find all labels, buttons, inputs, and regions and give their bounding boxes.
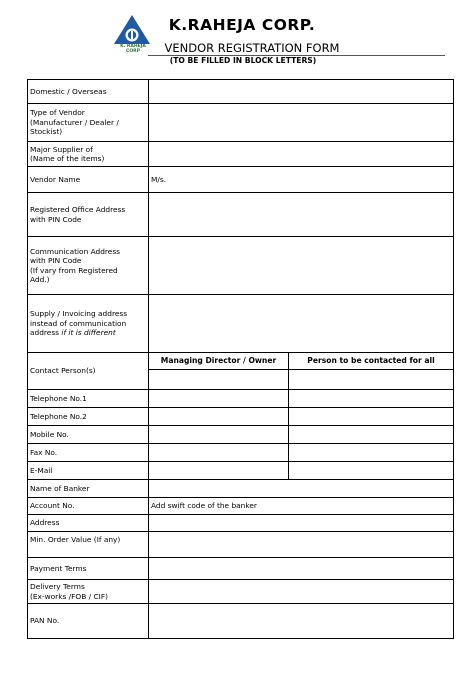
row-major-supplier bbox=[28, 142, 454, 167]
supply-address-label-italic: if it is different bbox=[61, 328, 116, 338]
supply-address-label-main: Supply / Invoicing address instead of communication address bbox=[30, 309, 128, 338]
row-registered-office bbox=[28, 193, 454, 237]
domestic-input[interactable] bbox=[149, 80, 454, 104]
telephone1-label: Telephone No.1 bbox=[28, 390, 149, 408]
email-label: E-Mail bbox=[28, 462, 149, 480]
row-communication-address bbox=[28, 237, 454, 295]
account-label: Account No. bbox=[28, 498, 149, 515]
payment-terms-input[interactable] bbox=[149, 558, 454, 580]
banker-label: Name of Banker bbox=[28, 480, 149, 498]
vendor-type-input[interactable] bbox=[149, 104, 454, 142]
registered-office-label: Registered Office Address with PIN Code bbox=[28, 193, 149, 237]
telephone2-contact-input[interactable] bbox=[289, 408, 454, 426]
major-supplier-label: Major Supplier of (Name of the items) bbox=[28, 142, 149, 167]
pan-input[interactable] bbox=[149, 604, 454, 639]
pan-label: PAN No. bbox=[28, 604, 149, 639]
row-mobile bbox=[28, 426, 454, 444]
telephone2-md-input[interactable] bbox=[149, 408, 289, 426]
delivery-terms-input[interactable] bbox=[149, 580, 454, 604]
row-fax bbox=[28, 444, 454, 462]
supply-address-label bbox=[28, 295, 149, 353]
address-input[interactable] bbox=[149, 515, 454, 532]
row-telephone2 bbox=[28, 408, 454, 426]
row-payment-terms bbox=[28, 558, 454, 580]
major-supplier-input[interactable] bbox=[149, 142, 454, 167]
row-telephone1 bbox=[28, 390, 454, 408]
domestic-label: Domestic / Overseas bbox=[28, 80, 149, 104]
address-label: Address bbox=[28, 515, 149, 532]
row-domestic bbox=[28, 80, 454, 104]
email-md-input[interactable] bbox=[149, 462, 289, 480]
form-title: VENDOR REGISTRATION FORM bbox=[164, 41, 340, 55]
contact-person-header: Person to be contacted for all bbox=[289, 353, 454, 370]
email-contact-input[interactable] bbox=[289, 462, 454, 480]
row-banker bbox=[28, 480, 454, 498]
row-email bbox=[28, 462, 454, 480]
row-delivery-terms bbox=[28, 580, 454, 604]
telephone2-label: Telephone No.2 bbox=[28, 408, 149, 426]
account-input[interactable]: Add swift code of the banker bbox=[149, 498, 454, 515]
mobile-md-input[interactable] bbox=[149, 426, 289, 444]
min-order-input[interactable] bbox=[149, 532, 454, 558]
telephone1-md-input[interactable] bbox=[149, 390, 289, 408]
row-account bbox=[28, 498, 454, 515]
vendor-registration-table bbox=[27, 79, 454, 639]
mobile-contact-input[interactable] bbox=[289, 426, 454, 444]
company-name: K.RAHEJA CORP. bbox=[168, 16, 316, 34]
communication-address-input[interactable] bbox=[149, 237, 454, 295]
fax-contact-input[interactable] bbox=[289, 444, 454, 462]
row-min-order bbox=[28, 532, 454, 558]
banker-input[interactable] bbox=[149, 480, 454, 498]
row-pan bbox=[28, 604, 454, 639]
logo-text-line2: CORP bbox=[126, 49, 140, 54]
logo-text-line1: K. RAHEJA bbox=[120, 44, 146, 49]
row-vendor-name bbox=[28, 167, 454, 193]
fax-label: Fax No. bbox=[28, 444, 149, 462]
vendor-type-label: Type of Vendor (Manufacturer / Dealer / Stockist) bbox=[28, 104, 149, 142]
contact-persons-label: Contact Person(s) bbox=[28, 353, 149, 390]
contact-md-input[interactable] bbox=[149, 370, 289, 390]
row-supply-address bbox=[28, 295, 454, 353]
form-subtitle: (TO BE FILLED IN BLOCK LETTERS) bbox=[169, 56, 317, 65]
row-address bbox=[28, 515, 454, 532]
registered-office-input[interactable] bbox=[149, 193, 454, 237]
vendor-name-label: Vendor Name bbox=[28, 167, 149, 193]
fax-md-input[interactable] bbox=[149, 444, 289, 462]
mobile-label: Mobile No. bbox=[28, 426, 149, 444]
row-contact-header bbox=[28, 353, 454, 370]
contact-md-header: Managing Director / Owner bbox=[149, 353, 289, 370]
min-order-label: Min. Order Value (If any) bbox=[28, 532, 149, 558]
row-vendor-type bbox=[28, 104, 454, 142]
communication-address-label: Communication Address with PIN Code (If vary from Registered Add.) bbox=[28, 237, 149, 295]
supply-address-input[interactable] bbox=[149, 295, 454, 353]
delivery-terms-label: Delivery Terms (Ex-works /FOB / CIF) bbox=[28, 580, 149, 604]
contact-person-input[interactable] bbox=[289, 370, 454, 390]
payment-terms-label: Payment Terms bbox=[28, 558, 149, 580]
telephone1-contact-input[interactable] bbox=[289, 390, 454, 408]
vendor-name-input[interactable]: M/s. bbox=[149, 167, 454, 193]
